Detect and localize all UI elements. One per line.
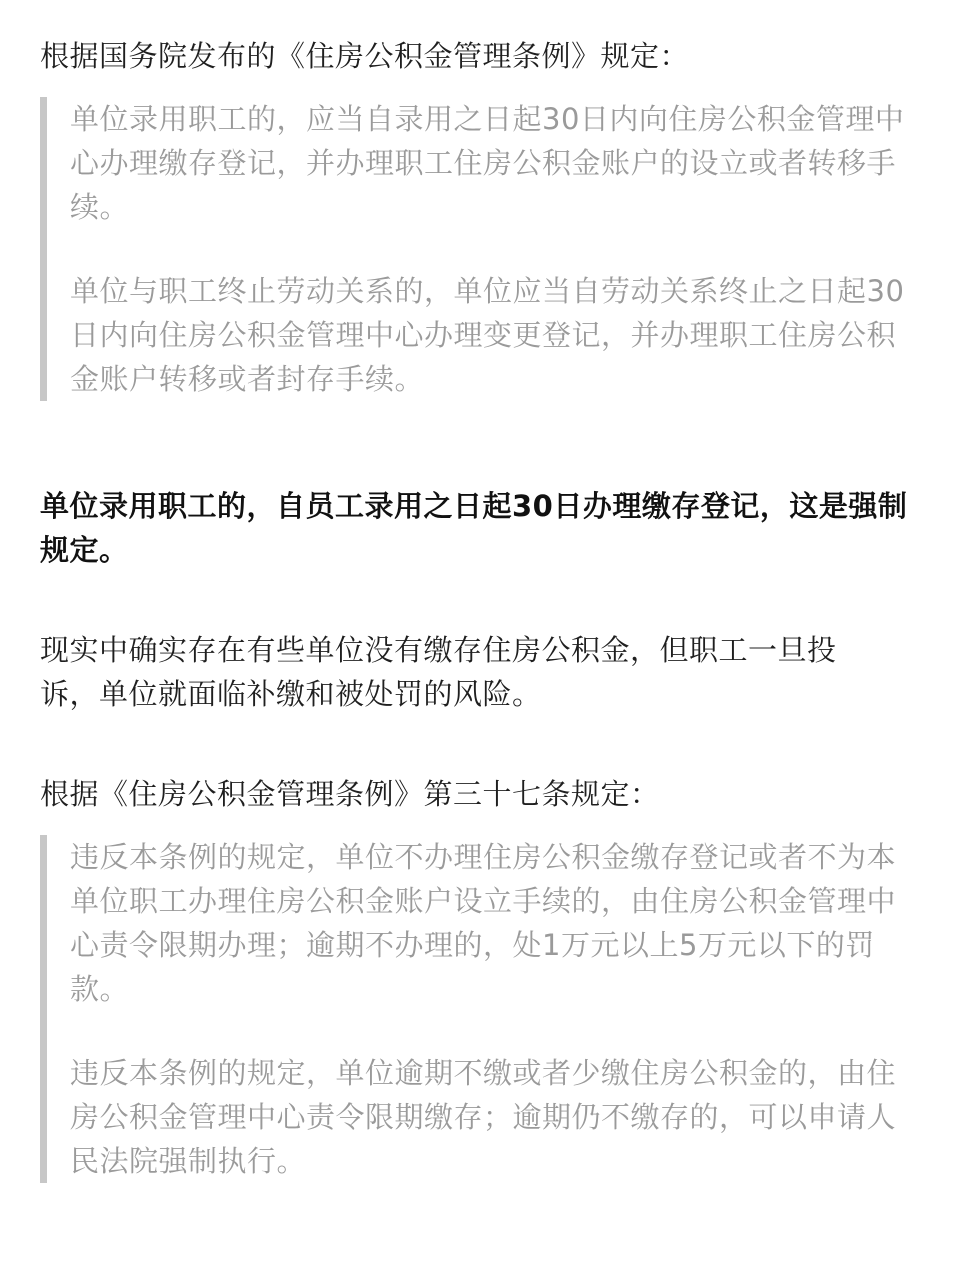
quote-paragraph-hiring: 单位录用职工的，应当自录用之日起30日内向住房公积金管理中心办理缴存登记，并办理职工住房公积金账户的设立或者转移手续。 [70, 102, 905, 224]
quote-paragraph-termination: 单位与职工终止劳动关系的，单位应当自劳动关系终止之日起30日内向住房公积金管理中心办理变更登记，并办理职工住房公积金账户转移或者封存手续。 [70, 274, 905, 396]
intro-paragraph-regulation: 根据国务院发布的《住房公积金管理条例》规定： [40, 39, 690, 73]
quote-paragraph-registration-penalty: 违反本条例的规定，单位不办理住房公积金缴存登记或者不为本单位职工办理住房公积金账户设立手续的，由住房公积金管理中心责令限期办理；逾期不办理的，处1万元以上5万元以下的罚款。 [70, 840, 897, 1006]
quote-paragraph-payment-enforcement: 违反本条例的规定，单位逾期不缴或者少缴住房公积金的，由住房公积金管理中心责令限期缴存；逾期仍不缴存的，可以申请人民法院强制执行。 [70, 1056, 897, 1178]
quote-block-regulation [40, 97, 920, 401]
intro-paragraph-article-37: 根据《住房公积金管理条例》第三十七条规定： [40, 777, 660, 811]
highlight-paragraph: 单位录用职工的，自员工录用之日起30日办理缴存登记，这是强制规定。 [40, 489, 908, 567]
reality-paragraph: 现实中确实存在有些单位没有缴存住房公积金，但职工一旦投诉，单位就面临补缴和被处罚的风险。 [40, 633, 837, 711]
quote-block-article-37 [40, 835, 920, 1183]
